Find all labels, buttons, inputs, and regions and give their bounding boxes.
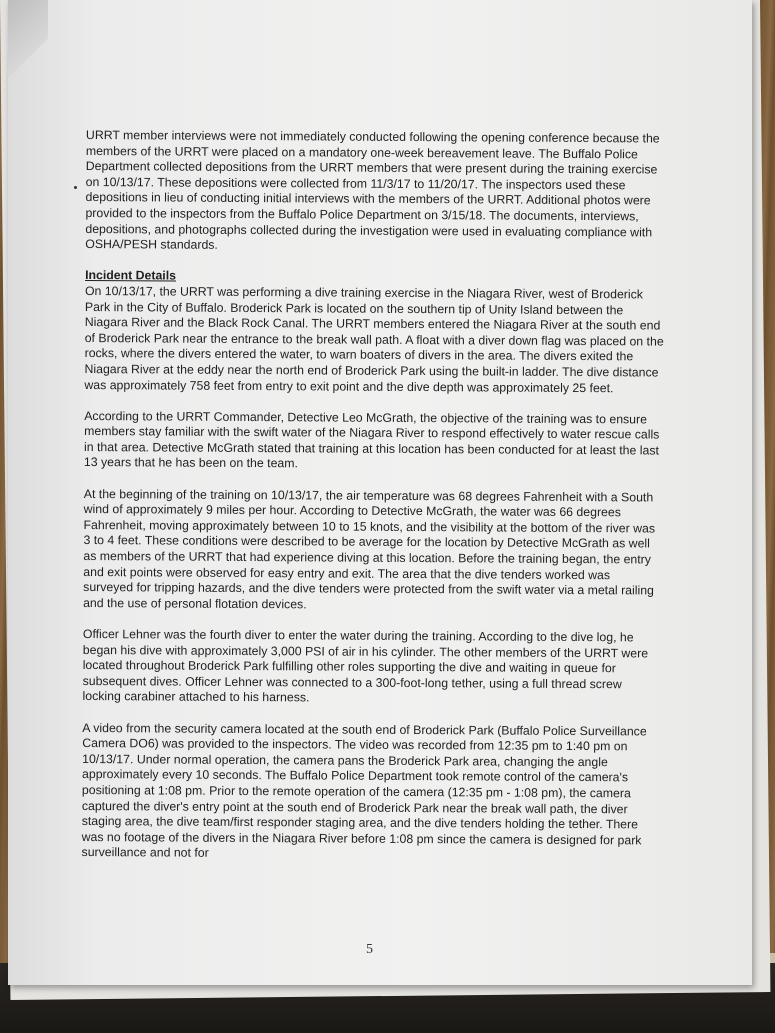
paragraph-conditions: At the beginning of the training on 10/13/17, the air temperature was 68 degrees Fahrenheit with a South wind of approximately 9 miles per hour. According to Detective McGrath, the water was 66 degrees Fahrenheit, moving approximately between 10 to 15 knots, and the visibility at the bottom of the river was 3 to 4 feet. These conditions were described to be average for the location by Detective McGrath as well as members of the URRT that had experience diving at this location. Before the training began, the entry and exit points were observed for easy entry and exit. The area that the dive tenders worked was surveyed for tripping hazards, and the dive tenders were protected from the swift water via a metal railing and the use of personal flotation devices. bbox=[83, 486, 656, 612]
section-incident-details bbox=[84, 268, 665, 396]
paragraph-video: A video from the security camera located at the south end of Broderick Park (Buffalo Police Surveillance Camera DO6) was provided to the inspectors. The video was recorded from 12:35 pm to 1:40 pm on 10/13/17. Under normal operation, the camera pans the Broderick Park area, changing the angle approximately every 10 seconds. The Buffalo Police Department took remote control of the camera's positioning at 1:08 pm. Prior to the remote operation of the camera (12:35 pm - 1:08 pm), the camera captured the diver's entry point at the south end of Broderick Park near the break wall path, the diver staging area, the dive team/first responder staging area, and the dive tenders holding the tether. There was no footage of the divers in the Niagara River before 1:08 pm since the camera is designed for park surveillance and not for bbox=[81, 720, 647, 861]
document-page bbox=[8, 0, 752, 985]
page-number: 5 bbox=[366, 942, 373, 957]
paragraph-officer-lehner: Officer Lehner was the fourth diver to enter the water during the training. According to the dive log, he began his dive with approximately 3,000 PSI of air in his cylinder. The other members of the URRT were located throughout Broderick Park fulfilling other roles supporting the dive and waiting in queue for subsequent dives. Officer Lehner was connected to a 300-foot-long tether, using a full thread screw locking carabiner attached to his harness. bbox=[82, 626, 649, 705]
paragraph-dive-location: On 10/13/17, the URRT was performing a dive training exercise in the Niagara River, west of Broderick Park in the City of Buffalo. Broderick Park is located on the southern tip of Unity Island between the Niagara River and the Black Rock Canal. The URRT members entered the Niagara River at the south end of Broderick Park near the entrance to the break wall path. A float with a diver down flag was placed on the rocks, where the divers entered the water, to warn boaters of divers in the area. The divers exited the Niagara River at the eddy near the north end of Broderick Park using the built-in ladder. The dive distance was approximately 758 feet from entry to exit point and the dive depth was approximately 25 feet. bbox=[84, 283, 664, 395]
paragraph-interviews: URRT member interviews were not immediately conducted following the opening conference because the members of the URRT were placed on a mandatory one-week bereavement leave. The Buffalo Police Department collected depositions from the URRT members that were present during the training exercise on 10/13/17. These depositions were collected from 11/3/17 to 11/20/17. The inspectors used these depositions in lieu of conducting initial interviews with the members of the URRT. Additional photos were provided to the inspectors from the Buffalo Police Department on 3/15/18. The documents, interviews, depositions, and photographs collected during the investigation were used in evaluating compliance with OSHA/PESH standards. bbox=[85, 128, 660, 252]
document-body bbox=[81, 128, 666, 880]
paragraph-commander: According to the URRT Commander, Detective Leo McGrath, the objective of the training was to ensure members stay familiar with the swift water of the Niagara River to respond effectively to water rescue calls in that area. Detective McGrath stated that training at this location has been conducted for at least the last 13 years that he has been on the team. bbox=[83, 408, 660, 471]
section-heading: Incident Details bbox=[85, 268, 177, 283]
page-curl bbox=[8, 0, 48, 90]
stray-mark bbox=[74, 186, 77, 189]
